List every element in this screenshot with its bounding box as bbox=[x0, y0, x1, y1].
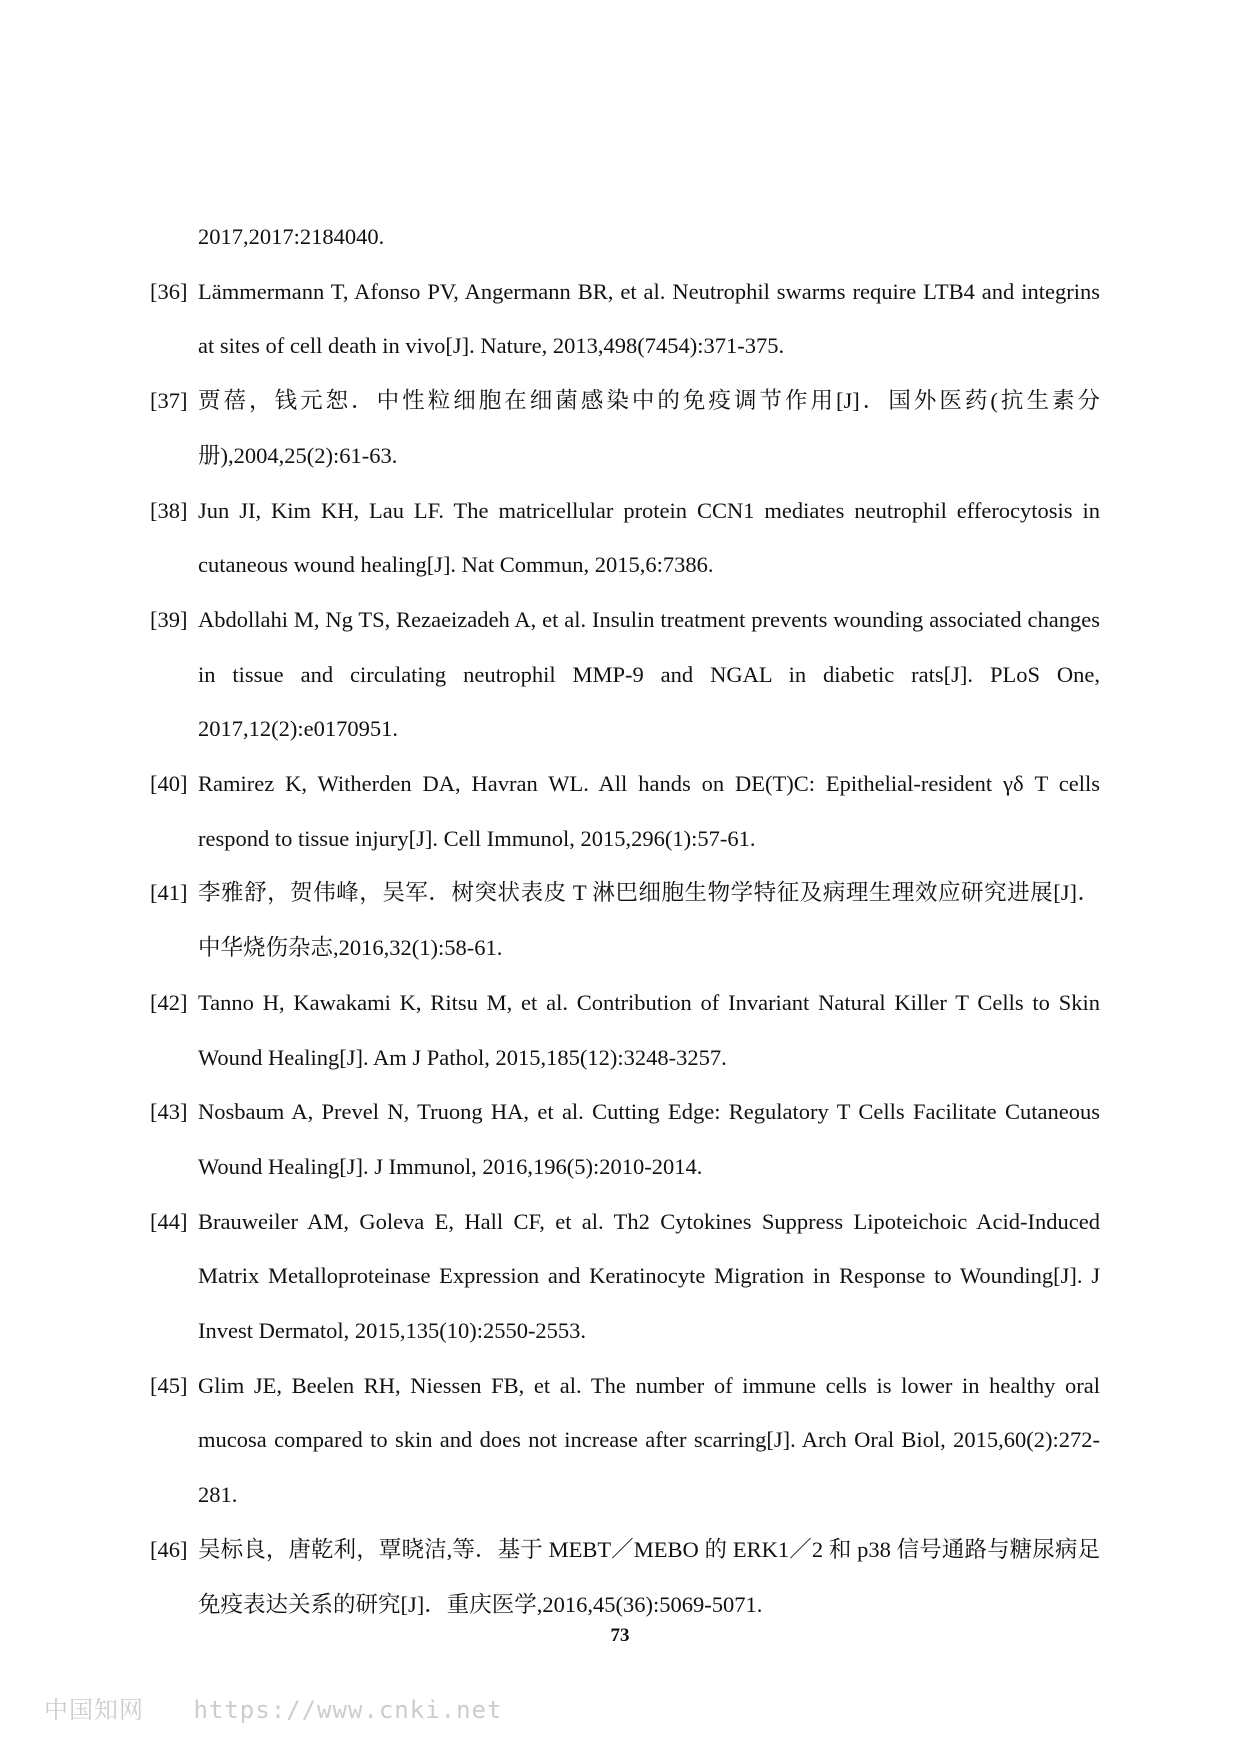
reference-42 bbox=[150, 976, 1100, 1085]
reference-number: [40] bbox=[150, 771, 188, 797]
reference-text: Nosbaum A, Prevel N, Truong HA, et al. Cutting Edge: Regulatory T Cells Facilitate Cutaneous Wound Healing[J]. J Immunol, 2016,196(5):2010-2014. bbox=[198, 1099, 1100, 1179]
watermark-cn: 中国知网 bbox=[44, 1696, 144, 1724]
reference-text: Abdollahi M, Ng TS, Rezaeizadeh A, et al. Insulin treatment prevents wounding associated changes in tissue and circulating neutrophil MMP-9 and NGAL in diabetic rats[J]. PLoS One, 2017,12(2):e0170951. bbox=[198, 606, 1100, 742]
reference-text: Ramirez K, Witherden DA, Havran WL. All hands on DE(T)C: Epithelial-resident γδ T cells respond to tissue injury[J]. Cell Immunol, 2015,296(1):57-61. bbox=[198, 771, 1100, 851]
reference-number: [41] bbox=[150, 880, 188, 906]
reference-number: [44] bbox=[150, 1208, 188, 1234]
reference-text: 吴标良，唐乾利，覃晓洁,等．基于 MEBT／MEBO 的 ERK1／2 和 p38 信号通路与糖尿病足免疫表达关系的研究[J]．重庆医学,2016,45(36):5069-5071. bbox=[198, 1536, 1100, 1617]
reference-number: [38] bbox=[150, 497, 188, 523]
reference-36 bbox=[150, 265, 1100, 374]
reference-text: 李雅舒，贺伟峰，吴军．树突状表皮 T 淋巴细胞生物学特征及病理生理效应研究进展[J]．中华烧伤杂志,2016,32(1):58-61. bbox=[198, 880, 1100, 961]
reference-40 bbox=[150, 757, 1100, 866]
reference-text: Lämmermann T, Afonso PV, Angermann BR, et al. Neutrophil swarms require LTB4 and integrins at sites of cell death in vivo[J]. Nature, 2013,498(7454):371-375. bbox=[198, 278, 1100, 359]
reference-37 bbox=[150, 374, 1100, 483]
reference-38 bbox=[150, 484, 1100, 593]
reference-number: [45] bbox=[150, 1372, 188, 1398]
reference-number: [43] bbox=[150, 1099, 188, 1125]
reference-41 bbox=[150, 866, 1100, 975]
watermark-url: https://www.cnki.net bbox=[193, 1696, 503, 1724]
reference-continuation bbox=[150, 210, 1100, 265]
reference-text: Brauweiler AM, Goleva E, Hall CF, et al. Th2 Cytokines Suppress Lipoteichoic Acid-Induced Matrix Metalloproteinase Expression and Keratinocyte Migration in Response to Wounding[J]. J Invest Dermatol, 2015,135(10):2550-2553. bbox=[198, 1208, 1100, 1344]
reference-text: 贾蓓，钱元恕．中性粒细胞在细菌感染中的免疫调节作用[J]．国外医药(抗生素分册),2004,25(2):61-63. bbox=[198, 388, 1100, 468]
reference-39 bbox=[150, 593, 1100, 757]
reference-45 bbox=[150, 1359, 1100, 1523]
reference-number: [36] bbox=[150, 278, 188, 304]
reference-number: [42] bbox=[150, 989, 188, 1015]
reference-text: Glim JE, Beelen RH, Niessen FB, et al. The number of immune cells is lower in healthy oral mucosa compared to skin and does not increase after scarring[J]. Arch Oral Biol, 2015,60(2):272-281. bbox=[198, 1372, 1100, 1508]
reference-43 bbox=[150, 1085, 1100, 1194]
reference-number: [37] bbox=[150, 388, 188, 414]
reference-number: [39] bbox=[150, 606, 188, 632]
reference-text: 2017,2017:2184040. bbox=[198, 224, 385, 249]
watermark bbox=[44, 1690, 502, 1725]
reference-number: [46] bbox=[150, 1536, 188, 1562]
reference-list bbox=[150, 210, 1100, 1632]
reference-46 bbox=[150, 1523, 1100, 1632]
reference-44 bbox=[150, 1195, 1100, 1359]
page-number: 73 bbox=[610, 1625, 630, 1646]
reference-text: Tanno H, Kawakami K, Ritsu M, et al. Contribution of Invariant Natural Killer T Cells to Skin Wound Healing[J]. Am J Pathol, 2015,185(12):3248-3257. bbox=[198, 989, 1100, 1070]
reference-text: Jun JI, Kim KH, Lau LF. The matricellular protein CCN1 mediates neutrophil efferocytosis in cutaneous wound healing[J]. Nat Commun, 2015,6:7386. bbox=[198, 497, 1100, 578]
